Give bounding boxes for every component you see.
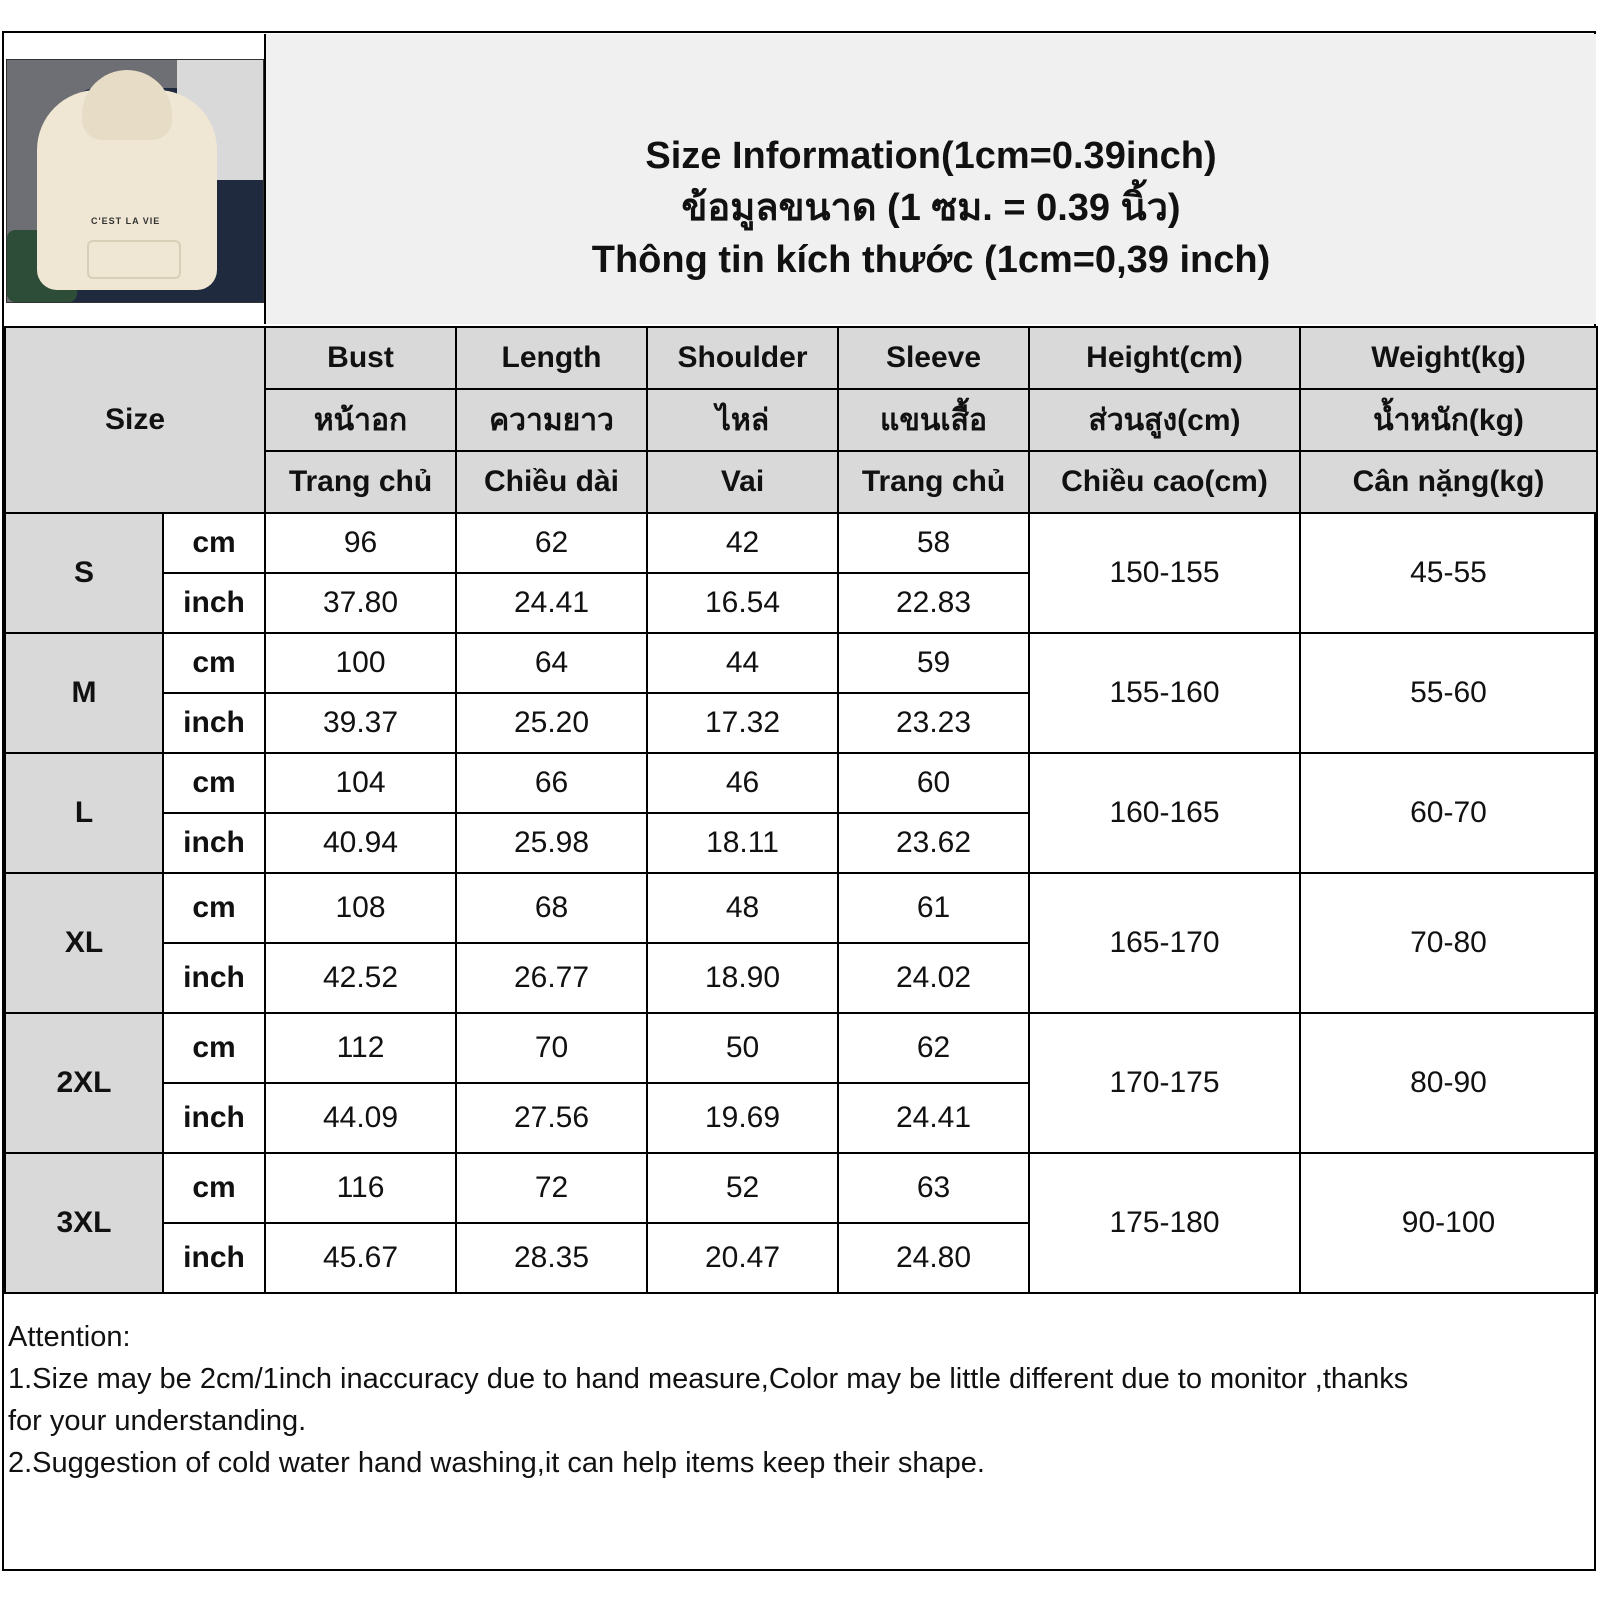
measurement-cell: 42 — [647, 513, 838, 573]
measurement-cell: 42.52 — [265, 943, 456, 1013]
measurement-cell: 24.80 — [838, 1223, 1029, 1293]
measurement-cell: 52 — [647, 1153, 838, 1223]
height-range-cell: 165-170 — [1029, 873, 1300, 1013]
column-header-en: Weight(kg) — [1300, 327, 1597, 389]
measurement-cell: 25.20 — [456, 693, 647, 753]
measurement-cell: 18.90 — [647, 943, 838, 1013]
measurement-cell: 62 — [838, 1013, 1029, 1083]
unit-label: cm — [163, 753, 265, 813]
unit-label: inch — [163, 573, 265, 633]
column-header-en: Shoulder — [647, 327, 838, 389]
height-range-cell: 150-155 — [1029, 513, 1300, 633]
size-column-header: Size — [5, 327, 265, 513]
measurement-cell: 61 — [838, 873, 1029, 943]
column-header-vi: Cân nặng(kg) — [1300, 451, 1597, 513]
measurement-cell: 17.32 — [647, 693, 838, 753]
unit-label: cm — [163, 1153, 265, 1223]
measurement-cell: 48 — [647, 873, 838, 943]
size-label: S — [5, 513, 163, 633]
header-title-vi: Thông tin kích thước (1cm=0,39 inch) — [591, 239, 1271, 281]
measurement-cell: 19.69 — [647, 1083, 838, 1153]
measurement-cell: 62 — [456, 513, 647, 573]
note-line-1a: 1.Size may be 2cm/1inch inaccuracy due to hand measure,Color may be little different due to monitor ,thanks — [8, 1363, 1409, 1395]
measurement-cell: 116 — [265, 1153, 456, 1223]
column-header-en: Sleeve — [838, 327, 1029, 389]
note-line-1b: for your understanding. — [8, 1405, 307, 1437]
measurement-cell: 44.09 — [265, 1083, 456, 1153]
measurement-cell: 24.02 — [838, 943, 1029, 1013]
measurement-cell: 104 — [265, 753, 456, 813]
unit-label: cm — [163, 873, 265, 943]
column-header-en: Height(cm) — [1029, 327, 1300, 389]
measurement-cell: 24.41 — [838, 1083, 1029, 1153]
measurement-cell: 108 — [265, 873, 456, 943]
column-header-vi: Vai — [647, 451, 838, 513]
size-info-header — [264, 34, 1596, 324]
size-label: 3XL — [5, 1153, 163, 1293]
weight-range-cell: 60-70 — [1300, 753, 1597, 873]
measurement-cell: 39.37 — [265, 693, 456, 753]
unit-label: inch — [163, 1223, 265, 1293]
weight-range-cell: 45-55 — [1300, 513, 1597, 633]
column-header-th: น้ำหนัก(kg) — [1300, 389, 1597, 451]
height-range-cell: 155-160 — [1029, 633, 1300, 753]
note-line-2: 2.Suggestion of cold water hand washing,it can help items keep their shape. — [8, 1447, 985, 1479]
measurement-cell: 100 — [265, 633, 456, 693]
unit-label: inch — [163, 693, 265, 753]
measurement-cell: 50 — [647, 1013, 838, 1083]
measurement-cell: 96 — [265, 513, 456, 573]
hoodie-hood — [82, 70, 172, 140]
measurement-cell: 20.47 — [647, 1223, 838, 1293]
measurement-cell: 28.35 — [456, 1223, 647, 1293]
size-label: M — [5, 633, 163, 753]
measurement-cell: 37.80 — [265, 573, 456, 633]
size-label: L — [5, 753, 163, 873]
measurement-cell: 27.56 — [456, 1083, 647, 1153]
weight-range-cell: 55-60 — [1300, 633, 1597, 753]
column-header-en: Bust — [265, 327, 456, 389]
size-label: 2XL — [5, 1013, 163, 1153]
measurement-cell: 70 — [456, 1013, 647, 1083]
measurement-cell: 25.98 — [456, 813, 647, 873]
product-photo — [6, 59, 264, 303]
measurement-cell: 112 — [265, 1013, 456, 1083]
unit-label: inch — [163, 1083, 265, 1153]
measurement-cell: 68 — [456, 873, 647, 943]
column-header-vi: Trang chủ — [265, 451, 456, 513]
weight-range-cell: 90-100 — [1300, 1153, 1597, 1293]
measurement-cell: 23.62 — [838, 813, 1029, 873]
column-header-th: หน้าอก — [265, 389, 456, 451]
hoodie-pocket — [87, 240, 181, 279]
column-header-vi: Chiều dài — [456, 451, 647, 513]
unit-label: cm — [163, 1013, 265, 1083]
measurement-cell: 64 — [456, 633, 647, 693]
measurement-cell: 46 — [647, 753, 838, 813]
measurement-cell: 58 — [838, 513, 1029, 573]
column-header-th: แขนเสื้อ — [838, 389, 1029, 451]
column-header-th: ไหล่ — [647, 389, 838, 451]
measurement-cell: 44 — [647, 633, 838, 693]
measurement-cell: 22.83 — [838, 573, 1029, 633]
column-header-en: Length — [456, 327, 647, 389]
column-header-vi: Trang chủ — [838, 451, 1029, 513]
column-header-vi: Chiều cao(cm) — [1029, 451, 1300, 513]
hoodie-print-text: C'EST LA VIE — [91, 216, 161, 226]
attention-notes — [8, 1316, 1588, 1484]
size-label: XL — [5, 873, 163, 1013]
height-range-cell: 170-175 — [1029, 1013, 1300, 1153]
measurement-cell: 63 — [838, 1153, 1029, 1223]
height-range-cell: 160-165 — [1029, 753, 1300, 873]
measurement-cell: 18.11 — [647, 813, 838, 873]
weight-range-cell: 70-80 — [1300, 873, 1597, 1013]
unit-label: inch — [163, 813, 265, 873]
size-table — [4, 326, 1598, 1294]
measurement-cell: 60 — [838, 753, 1029, 813]
weight-range-cell: 80-90 — [1300, 1013, 1597, 1153]
column-header-th: ความยาว — [456, 389, 647, 451]
unit-label: cm — [163, 633, 265, 693]
header-title-th: ข้อมูลขนาด (1 ซม. = 0.39 นิ้ว) — [681, 187, 1181, 229]
measurement-cell: 16.54 — [647, 573, 838, 633]
measurement-cell: 45.67 — [265, 1223, 456, 1293]
column-header-th: ส่วนสูง(cm) — [1029, 389, 1300, 451]
height-range-cell: 175-180 — [1029, 1153, 1300, 1293]
unit-label: cm — [163, 513, 265, 573]
measurement-cell: 26.77 — [456, 943, 647, 1013]
unit-label: inch — [163, 943, 265, 1013]
measurement-cell: 59 — [838, 633, 1029, 693]
notes-title: Attention: — [8, 1321, 131, 1353]
measurement-cell: 24.41 — [456, 573, 647, 633]
measurement-cell: 40.94 — [265, 813, 456, 873]
measurement-cell: 66 — [456, 753, 647, 813]
measurement-cell: 72 — [456, 1153, 647, 1223]
measurement-cell: 23.23 — [838, 693, 1029, 753]
header-title-en: Size Information(1cm=0.39inch) — [645, 135, 1217, 177]
